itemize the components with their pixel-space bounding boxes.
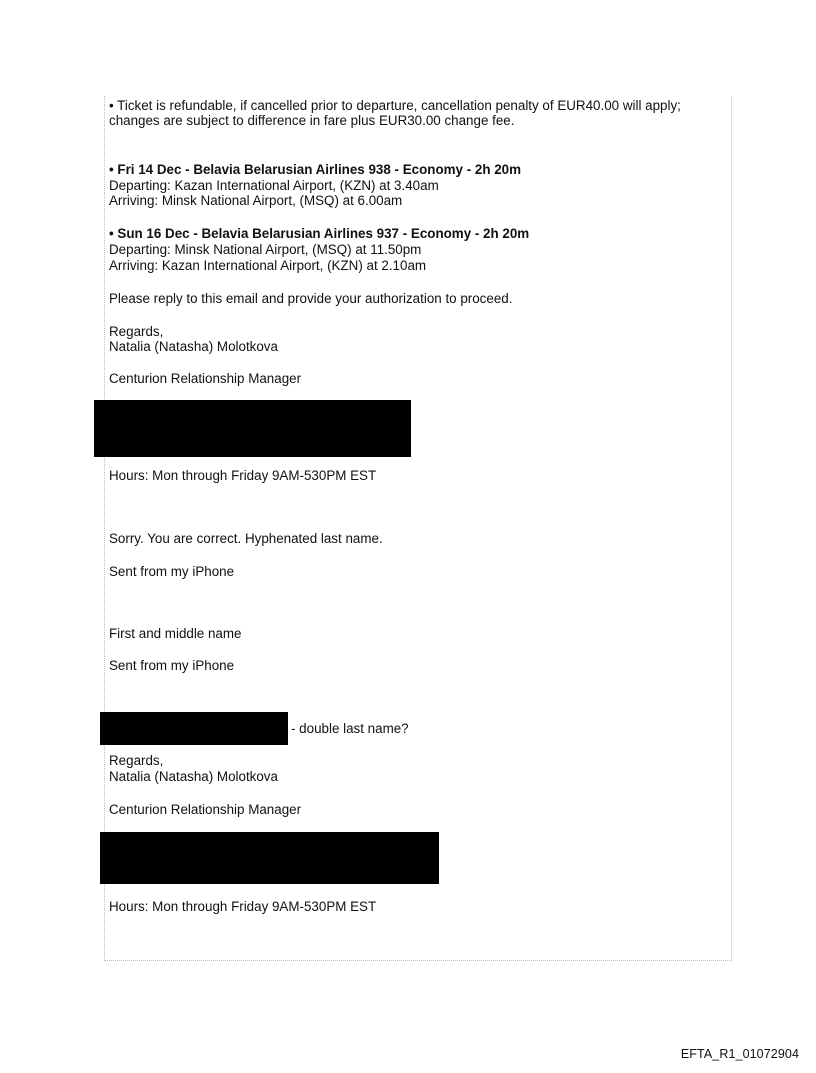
flight-1-arriving: Arriving: Minsk National Airport, (MSQ) at 6.00am bbox=[109, 193, 403, 208]
reply-2-sent-from: Sent from my iPhone bbox=[109, 658, 235, 673]
signature-1-title: Centurion Relationship Manager bbox=[109, 371, 302, 386]
signature-1-name: Natalia (Natasha) Molotkova bbox=[109, 339, 278, 354]
flight-2-arriving: Arriving: Kazan International Airport, (KZN) at 2.10am bbox=[109, 258, 427, 273]
flight-2-departing: Departing: Minsk National Airport, (MSQ) at 11.50pm bbox=[109, 242, 422, 257]
redaction-block-2 bbox=[100, 712, 288, 745]
reply-2-text: First and middle name bbox=[109, 626, 242, 641]
refund-policy-line-1: • Ticket is refundable, if cancelled prior to departure, cancellation penalty of EUR40.00 will apply; bbox=[109, 98, 681, 113]
refund-policy-line-2: changes are subject to difference in fare plus EUR30.00 change fee. bbox=[109, 113, 515, 128]
reply-1-text: Sorry. You are correct. Hyphenated last name. bbox=[109, 531, 383, 546]
signature-2-regards: Regards, bbox=[109, 753, 164, 768]
redaction-block-3 bbox=[100, 832, 439, 884]
flight-1-departing: Departing: Kazan International Airport, (KZN) at 3.40am bbox=[109, 178, 439, 193]
authorization-request: Please reply to this email and provide your authorization to proceed. bbox=[109, 291, 513, 306]
signature-2-name: Natalia (Natasha) Molotkova bbox=[109, 769, 278, 784]
redaction-block-1 bbox=[94, 400, 411, 457]
flight-1-header: • Fri 14 Dec - Belavia Belarusian Airlines 938 - Economy - 2h 20m bbox=[109, 162, 522, 177]
reply-1-sent-from: Sent from my iPhone bbox=[109, 564, 235, 579]
signature-1-hours: Hours: Mon through Friday 9AM-530PM EST bbox=[109, 468, 377, 483]
signature-1-regards: Regards, bbox=[109, 324, 164, 339]
document-id: EFTA_R1_01072904 bbox=[680, 1047, 799, 1061]
signature-2-title: Centurion Relationship Manager bbox=[109, 802, 302, 817]
flight-2-header: • Sun 16 Dec - Belavia Belarusian Airlines 937 - Economy - 2h 20m bbox=[109, 226, 530, 241]
signature-2-hours: Hours: Mon through Friday 9AM-530PM EST bbox=[109, 899, 377, 914]
double-last-name-question: - double last name? bbox=[291, 721, 409, 736]
